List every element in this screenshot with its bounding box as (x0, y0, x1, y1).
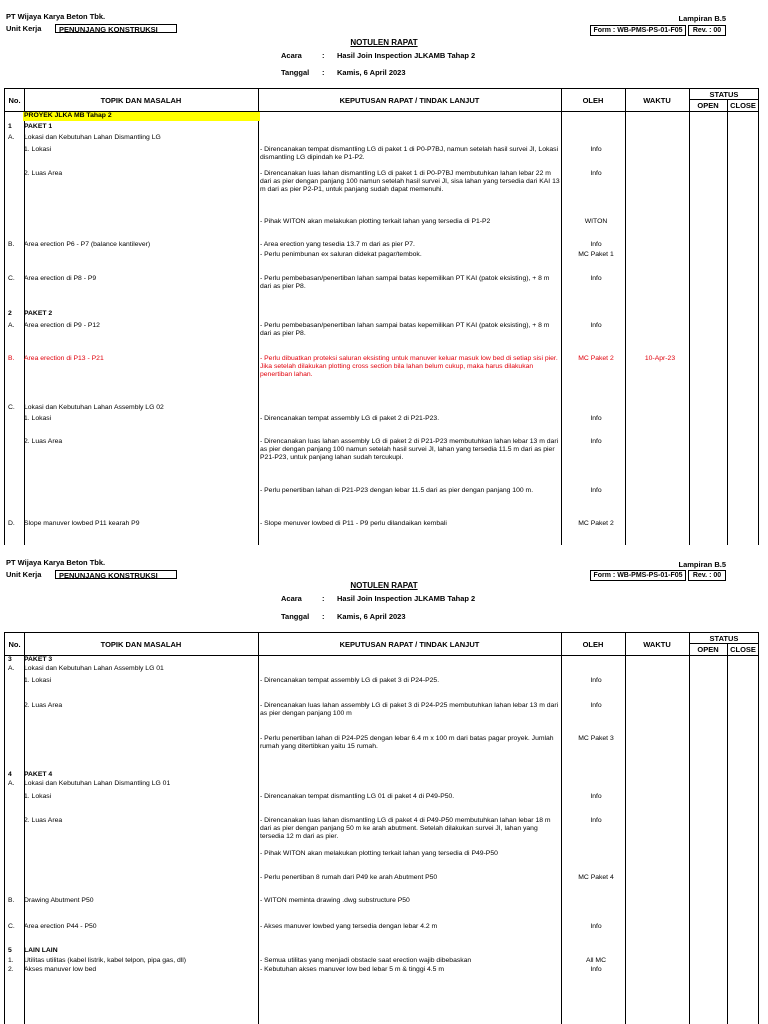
rev-code: Rev. : 00 (688, 570, 726, 581)
acara-label: Acara (281, 594, 302, 603)
notulen-table-1: No. TOPIK DAN MASALAH KEPUTUSAN RAPAT / TINDAK LANJUT OLEH WAKTU STATUS OPEN CLOSE PROYEK JLKA MB Tahap 2 1 PAKET 1 A. Lokasi dan Kebutuhan Lahan Dismantling LG 1. Lokasi - Direncanakan tempat dismantling LG di paket 1 di P0-P7BJ, namun setelah hasil survei JI, Lokasi dismantling LG dipindah ke P1-P2. Info 2. Luas Area - Direncanakan luas lahan dismantling LG di paket 1 di P0-P7BJ membutuhkan lahan lebar 22 m dari as pier dengan panjang 100 namun setelah hasil survei JI, sisa lahan yang tersedia dari KAI 13 m dari as pier P2-P1, untuk panjang sudah dapat memenuhi. Info - Pihak WITON akan melakukan plotting terkait lahan yang tersedia di P1-P2 WITON B. Area erection P6 - P7 (balance kantilever) - Area erection yang tesedia 13.7 m dari as pier P7. Info - Perlu penimbunan ex saluran didekat pagar/tembok. MC Paket 1 C. Area erection di P8 - P9 - Perlu pembebasan/penertiban lahan sampai batas kepemilikan PT KAI (patok eksisting), + 8 m dari as pier P8. Info 2 PAKET 2 A. Area erection di P9 - P12 - Perlu pembebasan/penertiban lahan sampai batas kepemilikan PT KAI (patok eksisting), + 8 m dari as pier P8. Info B. Area erection di P13 - P21 - Perlu dibuatkan proteksi saluran eksisting untuk manuver keluar masuk low bed di setiap sisi pier. Jika setelah dilakukan plotting cross section bila lahan belum cukup, maka harus dilakukan penertiban lahan. MC Paket 2 10-Apr-23 C. Lokasi dan Kebutuhan Lahan Assembly LG 02 1. Lokasi - Direncanakan tempat assembly LG di paket 2 di P21-P23. Info 2. Luas Area - Direncanakan luas lahan assembly LG di paket 2 di P21-P23 membutuhkan lahan lebar 13 m dari as pier dengan panjang 100 namun setelah hasil survei JI, lahan yang tersedia 11.5 m dari as pier P21-P23, untuk panjang lahan sudah tercukupi. Info - Perlu penertiban lahan di P21-P23 dengan lebar 11.5 dari as pier dengan panjang 100 m. Info D. Slope manuver lowbed P11 kearah P9 - Slope menuver lowbed di P11 - P9 perlu dilandaikan kembali MC Paket 2 (4, 88, 759, 545)
col-close: CLOSE (730, 101, 756, 110)
unit-label: Unit Kerja (6, 570, 42, 579)
page-2 (0, 552, 768, 1024)
col-oleh: OLEH (582, 640, 604, 649)
acara-value: Hasil Join Inspection JLKAMB Tahap 2 (337, 51, 476, 60)
lampiran: Lampiran B.5 (678, 14, 726, 23)
col-topik: TOPIK DAN MASALAH (100, 96, 182, 105)
col-waktu: WAKTU (643, 96, 671, 105)
tanggal-value: Kamis, 6 April 2023 (337, 68, 406, 77)
notulen-table-2: No. TOPIK DAN MASALAH KEPUTUSAN RAPAT / TINDAK LANJUT OLEH WAKTU STATUS OPEN CLOSE 3 PAKET 3 A. Lokasi dan Kebutuhan Lahan Assembly LG 01 1. Lokasi - Direncanakan tempat assembly LG di paket 3 di P24-P25. Info 2. Luas Area - Direncanakan luas lahan assembly LG di paket 3 di P24-P25 membutuhkan lahan lebar 13 m dari as pier dengan panjang 100 m Info - Perlu penertiban lahan di P24-P25 dengan lebar 6.4 m x 100 m dari batas pagar proyek. Jumlah rumah yang ditertibkan yaitu 15 rumah. MC Paket 3 4 PAKET 4 A. Lokasi dan Kebutuhan Lahan Dismantling LG 01 1. Lokasi - Direncanakan tempat dismantling LG 01 di paket 4 di P49-P50. Info 2. Luas Area - Direncanakan luas lahan dismantling LG di paket 4 di P49-P50 membutuhkan lahan lebar 18 m dari as pier dengan panjang 50 m ke arah abutment. Setelah dilakukan survei JI, lahan yang tersedia 12 m dari as pier. Info - Pihak WITON akan melakukan plotting terkait lahan yang tersedia di P49-P50 - Perlu penertiban 8 rumah dari P49 ke arah Abutment P50 MC Paket 4 B. Drawing Abutment P50 - WITON meminta drawing .dwg substructure P50 C. Area erection P44 - P50 - Akses manuver lowbed yang tersedia dengan lebar 4.2 m Info 5 LAIN LAIN 1. Utilitas utilitas (kabel listrik, kabel telpon, pipa gas, dll) - Semua utilitas yang menjadi obstacle saat erection wajib dibebaskan All MC 2. Akses manuver low bed - Kebutuhan akses manuver low bed lebar 5 m & tinggi 4.5 m Info (4, 632, 759, 1024)
acara-colon: : (322, 594, 325, 603)
unit-value: PENUNJANG KONSTRUKSI (55, 24, 177, 33)
tanggal-label: Tanggal (281, 612, 310, 621)
col-waktu: WAKTU (643, 640, 671, 649)
col-no: No. (8, 96, 21, 105)
col-status: STATUS (709, 634, 739, 643)
form-code: Form : WB-PMS-PS-01-F05 (590, 25, 686, 36)
form-code: Form : WB-PMS-PS-01-F05 (590, 570, 686, 581)
company-name: PT Wijaya Karya Beton Tbk. (6, 12, 106, 21)
tanggal-colon: : (322, 68, 325, 77)
acara-value: Hasil Join Inspection JLKAMB Tahap 2 (337, 594, 476, 603)
unit-value: PENUNJANG KONSTRUKSI (55, 570, 177, 579)
company-name: PT Wijaya Karya Beton Tbk. (6, 558, 106, 567)
lampiran: Lampiran B.5 (678, 560, 726, 569)
col-status: STATUS (709, 90, 739, 99)
col-topik: TOPIK DAN MASALAH (100, 640, 182, 649)
doc-title: NOTULEN RAPAT (350, 581, 418, 590)
unit-label: Unit Kerja (6, 24, 42, 33)
tanggal-label: Tanggal (281, 68, 310, 77)
col-keputusan: KEPUTUSAN RAPAT / TINDAK LANJUT (339, 96, 480, 105)
acara-label: Acara (281, 51, 302, 60)
tanggal-value: Kamis, 6 April 2023 (337, 612, 406, 621)
col-open: OPEN (697, 101, 719, 110)
col-keputusan: KEPUTUSAN RAPAT / TINDAK LANJUT (339, 640, 480, 649)
tanggal-colon: : (322, 612, 325, 621)
doc-title: NOTULEN RAPAT (350, 38, 418, 47)
rev-code: Rev. : 00 (688, 25, 726, 36)
col-open: OPEN (697, 645, 719, 654)
col-oleh: OLEH (582, 96, 604, 105)
acara-colon: : (322, 51, 325, 60)
col-close: CLOSE (730, 645, 756, 654)
col-no: No. (8, 640, 21, 649)
